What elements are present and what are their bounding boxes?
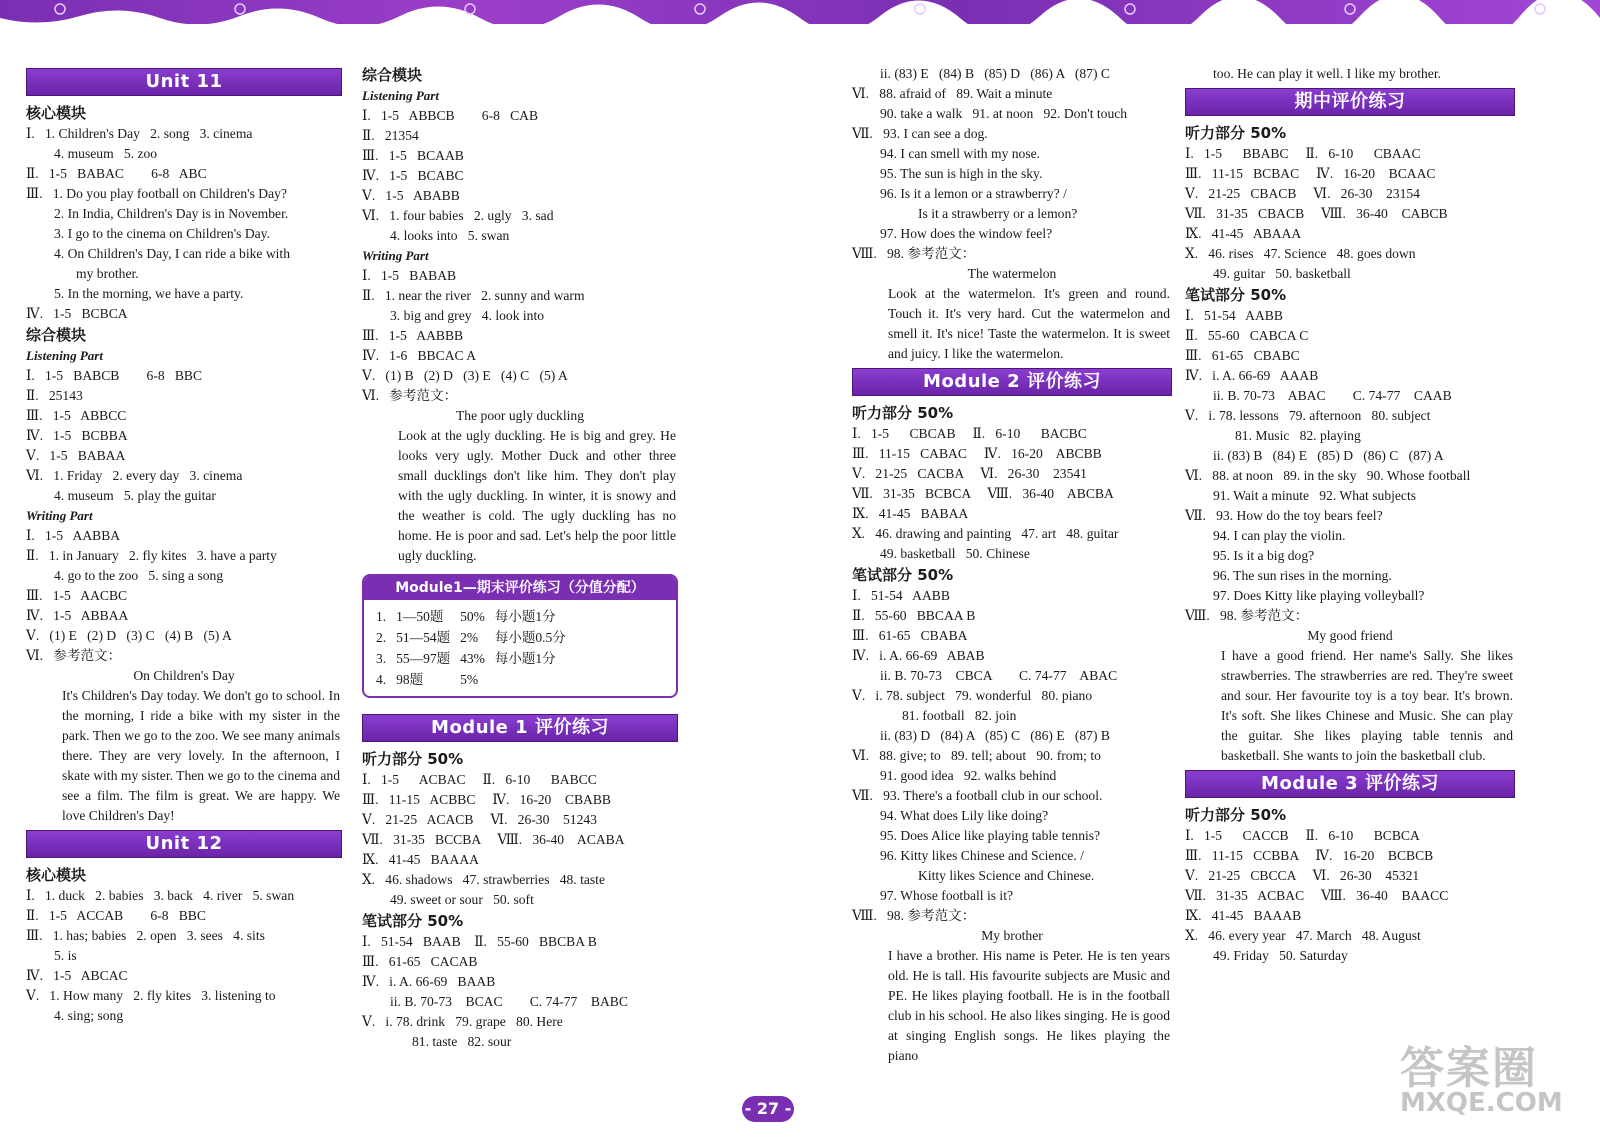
answer-line: 90. take a walk 91. at noon 92. Don't touch (880, 106, 1128, 121)
answer-line: Ⅰ. 1-5 CACCB Ⅱ. 6-10 BCBCA (1185, 828, 1420, 843)
answer-line: Ⅱ. 55-60 BBCAA B (852, 608, 976, 623)
answer-line: 3. I go to the cinema on Children's Day. (54, 226, 270, 241)
answer-line: 96. The sun rises in the morning. (1213, 568, 1392, 583)
answer-line: 94. I can play the violin. (1213, 528, 1346, 543)
answer-line: 81. football 82. join (902, 708, 1017, 723)
answer-line: 95. The sun is high in the sky. (880, 166, 1043, 181)
answer-line: 4. museum 5. play the guitar (54, 488, 216, 503)
answer-column-2 (362, 64, 678, 1052)
answer-line: Kitty likes Science and Chinese. (918, 868, 1095, 883)
answer-line: Ⅷ. 98. 参考范文： (1185, 608, 1309, 623)
answer-line: Ⅲ. 11-15 BCBAC Ⅳ. 16-20 BCAAC (1185, 166, 1436, 181)
answer-line: Ⅰ. 1-5 AABBA (26, 528, 121, 543)
answer-line: Ⅲ. 1. Do you play football on Children's Day? (26, 186, 287, 201)
score-cell: 4. (376, 671, 387, 687)
top-decorative-banner (0, 0, 1600, 24)
score-cell: 每小题0.5分 (494, 629, 566, 645)
answer-line: ii. (83) D (84) A (85) C (86) E (87) B (880, 728, 1110, 743)
answer-line: Ⅵ. 1. Friday 2. every day 3. cinema (26, 468, 243, 483)
answer-line: Ⅴ. 21-25 CBCCA Ⅵ. 26-30 45321 (1185, 868, 1420, 883)
answer-line: 2. In India, Children's Day is in November. (54, 206, 289, 221)
answer-line: Ⅲ. 61-65 CBABC (1185, 348, 1300, 363)
answer-line: Ⅲ. 1-5 AABBB (362, 328, 464, 343)
answer-column-4 (1185, 64, 1515, 966)
section-heading: 听力部分 50% (1185, 806, 1287, 824)
score-box-title: Module1—期末评价练习（分值分配） (364, 576, 676, 600)
section-heading: 笔试部分 50% (1185, 286, 1287, 304)
answer-line: Ⅵ. 参考范文： (362, 388, 458, 403)
answer-line: Ⅵ. 88. at noon 89. in the sky 90. Whose football (1185, 468, 1471, 483)
section-heading: 听力部分 50% (362, 750, 464, 768)
answer-line: 49. Friday 50. Saturday (1213, 948, 1348, 963)
page-number: - 27 - (742, 1096, 794, 1122)
answer-line: Ⅶ. 93. I can see a dog. (852, 126, 988, 141)
score-cell: 2. (376, 629, 387, 645)
answer-line: ii. B. 70-73 BCAC C. 74-77 BABC (390, 994, 628, 1009)
answer-line: ii. B. 70-73 ABAC C. 74-77 CAAB (1213, 388, 1452, 403)
section-heading: 综合模块 (26, 326, 87, 344)
answer-line: Ⅶ. 31-35 BCCBA Ⅷ. 36-40 ACABA (362, 832, 625, 847)
answer-line: 5. In the morning, we have a party. (54, 286, 244, 301)
answer-line: 97. How does the window feel? (880, 226, 1053, 241)
score-cell: 50% (460, 608, 485, 624)
answer-line: Ⅰ. 51-54 AABB (852, 588, 950, 603)
answer-line: Ⅴ. 21-25 ACACB Ⅵ. 26-30 51243 (362, 812, 597, 827)
answer-line: Ⅵ. 参考范文： (26, 648, 122, 663)
part-heading: Writing Part (362, 248, 429, 263)
module-title-bar: Module 3 评价练习 (1185, 770, 1515, 798)
part-heading: Listening Part (362, 88, 439, 103)
answer-line: Ⅰ. 1-5 BABAB (362, 268, 457, 283)
answer-line: Ⅱ. 1-5 ACCAB 6-8 BBC (26, 908, 206, 923)
answer-line: Ⅴ. (1) E (2) D (3) C (4) B (5) A (26, 628, 232, 643)
answer-line: 49. basketball 50. Chinese (880, 546, 1030, 561)
answer-line: Ⅵ. 88. afraid of 89. Wait a minute (852, 86, 1053, 101)
answer-line: ii. B. 70-73 CBCA C. 74-77 ABAC (880, 668, 1118, 683)
answer-line: Ⅲ. 1-5 AACBC (26, 588, 128, 603)
answer-line: Ⅳ. i. A. 66-69 ABAB (852, 648, 985, 663)
answer-line: 97. Does Kitty like playing volleyball? (1213, 588, 1425, 603)
answer-line: Ⅹ. 46. shadows 47. strawberries 48. taste (362, 872, 605, 887)
module-title-bar: 期中评价练习 (1185, 88, 1515, 116)
answer-line: Ⅲ. 1. has; babies 2. open 3. sees 4. sits (26, 928, 265, 943)
answer-line: too. He can play it well. I like my brother. (1213, 66, 1442, 81)
answer-line: Ⅰ. 1-5 CBCAB Ⅱ. 6-10 BACBC (852, 426, 1087, 441)
answer-line: 4. On Children's Day, I can ride a bike with (54, 246, 290, 261)
watermark-logo (1400, 1032, 1590, 1132)
module-title-bar: Unit 11 (26, 68, 342, 96)
answer-line: Ⅱ. 1. in January 2. fly kites 3. have a party (26, 548, 277, 563)
answer-line: Ⅴ. i. 78. lessons 79. afternoon 80. subject (1185, 408, 1431, 423)
answer-line: Ⅲ. 61-65 CBABA (852, 628, 968, 643)
answer-line: Ⅳ. 1-5 ABCAC (26, 968, 128, 983)
answer-line: Ⅹ. 46. every year 47. March 48. August (1185, 928, 1421, 943)
module-title-bar: Module 2 评价练习 (852, 368, 1172, 396)
answer-line: Ⅰ. 1-5 ACBAC Ⅱ. 6-10 BABCC (362, 772, 597, 787)
score-row (376, 606, 576, 627)
score-cell: 5% (460, 671, 479, 687)
answer-line: Ⅲ. 61-65 CACAB (362, 954, 478, 969)
answer-line: Ⅹ. 46. rises 47. Science 48. goes down (1185, 246, 1416, 261)
answer-line: Ⅵ. 88. give; to 89. tell; about 90. from; to (852, 748, 1101, 763)
watermark-text: 答案圈 (1400, 1043, 1538, 1094)
answer-line: 4. looks into 5. swan (390, 228, 510, 243)
essay-paragraph: Look at the ugly duckling. He is big and grey. He looks very ugly. Mother Duck and other three small ducklings don't like him. They don't play with the ugly duckling. In winter, it is snowy and the weather is cold. The ugly duckling has no home. He is poor and sad. Let's help the poor little ugly duckling. (398, 428, 676, 563)
answer-line: my brother. (76, 266, 139, 281)
score-cell: 3. (376, 650, 387, 666)
answer-line: 94. I can smell with my nose. (880, 146, 1041, 161)
section-heading: 核心模块 (26, 866, 87, 884)
answer-line: Ⅱ. 55-60 CABCA C (1185, 328, 1309, 343)
answer-line: Ⅴ. (1) B (2) D (3) E (4) C (5) A (362, 368, 568, 383)
answer-line: 95. Is it a big dog? (1213, 548, 1315, 563)
section-heading: 笔试部分 50% (362, 912, 464, 930)
banner-pattern (0, 0, 1600, 24)
answer-line: Ⅶ. 93. How do the toy bears feel? (1185, 508, 1383, 523)
score-row (376, 627, 576, 648)
answer-column-1 (26, 64, 342, 1026)
answer-line: Ⅲ. 11-15 ACBBC Ⅳ. 16-20 CBABB (362, 792, 612, 807)
score-cell: 每小题1分 (494, 650, 556, 666)
answer-line: Ⅴ. 1-5 BABAA (26, 448, 126, 463)
section-heading: 听力部分 50% (1185, 124, 1287, 142)
score-cell: 每小题1分 (494, 608, 556, 624)
answer-line: 96. Kitty likes Chinese and Science. / (880, 848, 1084, 863)
answer-line: Ⅲ. 1-5 BCAAB (362, 148, 464, 163)
essay-title: My good friend (1307, 628, 1393, 643)
essay-paragraph: It's Children's Day today. We don't go to school. In the morning, I ride a bike with my sister in the park. Then we go to the zoo. We see many animals there. They are very lovely. In the afternoon, I skate with my sister. Then we go to the cinema and see a film. The film is great. We are happy. We love Children's Day! (62, 688, 340, 823)
answer-line: Ⅰ. 1. Children's Day 2. song 3. cinema (26, 126, 253, 141)
essay-title: The watermelon (967, 266, 1057, 281)
answer-line: 95. Does Alice like playing table tennis? (880, 828, 1101, 843)
essay-title: The poor ugly duckling (456, 408, 584, 423)
score-cell: 98题 (396, 671, 424, 687)
answer-line: 91. Wait a minute 92. What subjects (1213, 488, 1417, 503)
score-cell: 1. (376, 608, 387, 624)
answer-line: 97. Whose football is it? (880, 888, 1014, 903)
score-table (376, 606, 576, 690)
answer-line: Ⅴ. 1-5 ABABB (362, 188, 460, 203)
answer-line: Ⅳ. 1-5 ABBAA (26, 608, 129, 623)
answer-line: 81. taste 82. sour (412, 1034, 512, 1049)
answer-column-3 (852, 64, 1172, 1066)
essay-title: On Children's Day (133, 668, 235, 683)
module-title-bar: Unit 12 (26, 830, 342, 858)
answer-line: Ⅸ. 41-45 BAAAA (362, 852, 479, 867)
section-heading: 核心模块 (26, 104, 87, 122)
answer-line: Ⅸ. 41-45 ABAAA (1185, 226, 1302, 241)
answer-line: Is it a strawberry or a lemon? (918, 206, 1078, 221)
answer-line: Ⅴ. i. 78. subject 79. wonderful 80. piano (852, 688, 1093, 703)
answer-line: Ⅴ. i. 78. drink 79. grape 80. Here (362, 1014, 563, 1029)
answer-line: Ⅱ. 25143 (26, 388, 83, 403)
answer-line: Ⅲ. 11-15 CCBBA Ⅳ. 16-20 BCBCB (1185, 848, 1434, 863)
watermark-url: MXQE.COM (1400, 1088, 1563, 1118)
answer-line: 91. good idea 92. walks behind (880, 768, 1057, 783)
answer-line: Ⅰ. 1-5 BBABC Ⅱ. 6-10 CBAAC (1185, 146, 1421, 161)
score-cell: 2% (460, 629, 479, 645)
module-title-bar: Module 1 评价练习 (362, 714, 678, 742)
part-heading: Listening Part (26, 348, 103, 363)
answer-line: 81. Music 82. playing (1235, 428, 1361, 443)
score-cell: 1—50题 (396, 608, 444, 624)
essay-paragraph: I have a good friend. Her name's Sally. She likes strawberries. The strawberries are red. They're sweet and sour. Her favourite toy is a toy bear. It's brown. It's soft. She likes Chinese and Music. She can play the guitar. She likes playing table tennis and basketball. She wants to join the basketball club. (1221, 648, 1513, 763)
score-cell: 55—97题 (396, 650, 451, 666)
answer-line: 49. guitar 50. basketball (1213, 266, 1351, 281)
answer-line: 3. big and grey 4. look into (390, 308, 545, 323)
answer-line: Ⅹ. 46. drawing and painting 47. art 48. guitar (852, 526, 1119, 541)
score-row (376, 648, 576, 669)
answer-line: Ⅶ. 31-35 CBACB Ⅷ. 36-40 CABCB (1185, 206, 1448, 221)
answer-line: Ⅳ. 1-6 BBCAC A (362, 348, 477, 363)
score-cell (495, 669, 576, 690)
answer-line: Ⅳ. 1-5 BCBCA (26, 306, 128, 321)
essay-title: My brother (981, 928, 1043, 943)
answer-line: Ⅴ. 1. How many 2. fly kites 3. listening to (26, 988, 276, 1003)
answer-line: ii. (83) E (84) B (85) D (86) A (87) C (880, 66, 1110, 81)
answer-line: ii. (83) B (84) E (85) D (86) C (87) A (1213, 448, 1444, 463)
answer-line: Ⅰ. 1-5 ABBCB 6-8 CAB (362, 108, 539, 123)
answer-line: Ⅰ. 51-54 AABB (1185, 308, 1283, 323)
section-heading: 综合模块 (362, 66, 423, 84)
essay-paragraph: I have a brother. His name is Peter. He is ten years old. He is tall. His favourite subjects are Music and PE. He likes playing football. He is in the football club in his school. He also likes singing. He is good at singing English songs. He likes playing the piano (888, 948, 1170, 1063)
answer-line: Ⅳ. 1-5 BCBBA (26, 428, 128, 443)
score-row (376, 669, 576, 690)
answer-line: Ⅰ. 51-54 BAAB Ⅱ. 55-60 BBCBA B (362, 934, 597, 949)
answer-line: Ⅷ. 98. 参考范文： (852, 246, 976, 261)
answer-line: Ⅳ. i. A. 66-69 BAAB (362, 974, 496, 989)
answer-line: 4. museum 5. zoo (54, 146, 158, 161)
score-cell: 43% (460, 650, 485, 666)
answer-line: Ⅴ. 21-25 CACBA Ⅵ. 26-30 23541 (852, 466, 1087, 481)
answer-line: 4. go to the zoo 5. sing a song (54, 568, 224, 583)
answer-line: Ⅰ. 1. duck 2. babies 3. back 4. river 5. swan (26, 888, 295, 903)
section-heading: 听力部分 50% (852, 404, 954, 422)
section-heading: 笔试部分 50% (852, 566, 954, 584)
answer-line: Ⅳ. i. A. 66-69 AAAB (1185, 368, 1319, 383)
answer-line: Ⅵ. 1. four babies 2. ugly 3. sad (362, 208, 554, 223)
answer-line: 4. sing; song (54, 1008, 124, 1023)
answer-line: Ⅸ. 41-45 BABAA (852, 506, 969, 521)
answer-line: Ⅲ. 11-15 CABAC Ⅳ. 16-20 ABCBB (852, 446, 1102, 461)
answer-line: Ⅱ. 1-5 BABAC 6-8 ABC (26, 166, 207, 181)
score-distribution-box (362, 574, 678, 698)
answer-line: Ⅸ. 41-45 BAAAB (1185, 908, 1302, 923)
answer-line: Ⅶ. 93. There's a football club in our school. (852, 788, 1103, 803)
answer-line: Ⅳ. 1-5 BCABC (362, 168, 464, 183)
answer-line: 94. What does Lily like doing? (880, 808, 1049, 823)
answer-line: Ⅶ. 31-35 ACBAC Ⅷ. 36-40 BAACC (1185, 888, 1449, 903)
answer-line: Ⅲ. 1-5 ABBCC (26, 408, 127, 423)
answer-line: 49. sweet or sour 50. soft (390, 892, 534, 907)
answer-line: Ⅶ. 31-35 BCBCA Ⅷ. 36-40 ABCBA (852, 486, 1114, 501)
answer-line: 5. is (54, 948, 77, 963)
score-cell: 51—54题 (396, 629, 451, 645)
answer-line: Ⅷ. 98. 参考范文： (852, 908, 976, 923)
answer-line: Ⅰ. 1-5 BABCB 6-8 BBC (26, 368, 203, 383)
answer-line: 96. Is it a lemon or a strawberry? / (880, 186, 1067, 201)
essay-paragraph: Look at the watermelon. It's green and round. Touch it. It's very hard. Cut the watermelon and smell it. It's nice! Taste the watermelon. It is sweet and juicy. I like the watermelon. (888, 286, 1170, 361)
part-heading: Writing Part (26, 508, 93, 523)
answer-line: Ⅴ. 21-25 CBACB Ⅵ. 26-30 23154 (1185, 186, 1420, 201)
answer-line: Ⅱ. 21354 (362, 128, 419, 143)
answer-line: Ⅱ. 1. near the river 2. sunny and warm (362, 288, 585, 303)
